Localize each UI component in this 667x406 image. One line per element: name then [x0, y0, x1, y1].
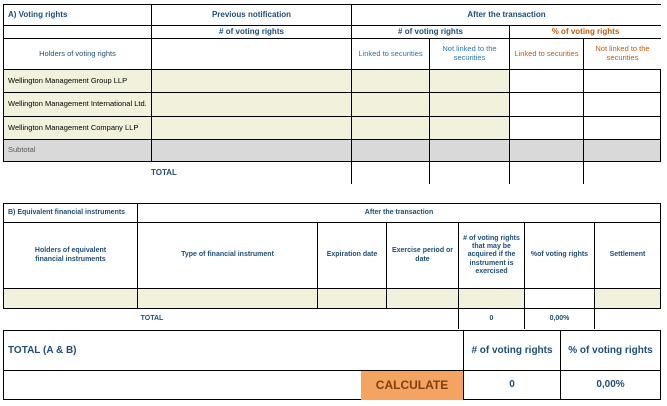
section-b-total-label: TOTAL — [140, 314, 164, 322]
subtotal-not-linked-pct-cell — [583, 140, 661, 162]
instrument-type-header: Type of financial instrument — [137, 223, 317, 289]
linked-pct-cell — [509, 70, 583, 93]
total-linked-pct-cell — [509, 162, 583, 184]
summary-pct-value: 0,00% — [560, 370, 661, 400]
expiration-date-input[interactable] — [317, 289, 386, 309]
not-linked-pct-cell — [583, 93, 661, 117]
subtotal-linked-cell — [351, 140, 429, 162]
section-b-total-num: 0 — [458, 309, 524, 329]
section-b-total-pct: 0,00% — [524, 309, 594, 329]
linked-securities-input[interactable] — [351, 70, 429, 93]
section-b-after-transaction-header: After the transaction — [137, 203, 661, 223]
linked-securities-pct-header: Linked to securities — [509, 39, 583, 70]
total-not-linked-pct-cell — [583, 162, 661, 184]
prev-num-voting-rights-header: # of voting rights — [151, 26, 351, 39]
equiv-holder-input[interactable] — [3, 289, 137, 309]
subtotal-prev-cell — [151, 140, 351, 162]
total-ab-label: TOTAL (A & B) — [3, 330, 463, 370]
not-linked-securities-input[interactable] — [429, 70, 509, 93]
linked-pct-cell — [509, 93, 583, 117]
not-linked-pct-cell — [583, 70, 661, 93]
not-linked-securities-input[interactable] — [429, 93, 509, 117]
equiv-holders-header: Holders of equivalent financial instruments — [3, 223, 137, 289]
acquirable-rights-header: # of voting rights that may be acquired if the instrument is exercised — [458, 223, 524, 289]
prev-voting-rights-input[interactable] — [151, 93, 351, 117]
subtotal-label: Subtotal — [3, 140, 151, 162]
not-linked-securities-pct-header: Not linked to the securities — [583, 39, 661, 70]
summary-table — [0, 330, 667, 406]
exercise-period-header: Exercise period or date — [386, 223, 458, 289]
summary-bottom-left — [3, 370, 361, 400]
prev-blank-header — [151, 39, 351, 70]
acquirable-rights-input[interactable] — [458, 289, 524, 309]
total-linked-cell — [351, 162, 429, 184]
summary-pct-label: % of voting rights — [560, 330, 661, 370]
section-b-total-blank — [594, 309, 661, 329]
exercise-period-input[interactable] — [386, 289, 458, 309]
holder-row-label: Wellington Management Group LLP — [3, 70, 151, 93]
after-pct-voting-rights-header: % of voting rights — [509, 26, 661, 39]
section-a-table — [0, 0, 667, 186]
holder-row-label: Wellington Management Company LLP — [3, 117, 151, 140]
instrument-type-input[interactable] — [137, 289, 317, 309]
section-b-table — [0, 200, 667, 330]
linked-pct-cell — [509, 117, 583, 140]
summary-num-value: 0 — [463, 370, 560, 400]
prev-voting-rights-input[interactable] — [151, 70, 351, 93]
prev-voting-rights-input[interactable] — [151, 117, 351, 140]
holders-header: Holders of voting rights — [3, 39, 151, 70]
subtotal-linked-pct-cell — [509, 140, 583, 162]
settlement-header: Settlement — [594, 223, 661, 289]
not-linked-securities-input[interactable] — [429, 117, 509, 140]
linked-securities-header: Linked to securities — [351, 39, 429, 70]
section-a-total-label: TOTAL — [151, 168, 177, 178]
after-num-voting-rights-header: # of voting rights — [351, 26, 509, 39]
not-linked-pct-cell — [583, 117, 661, 140]
section-b-title: B) Equivalent financial instruments — [3, 203, 137, 223]
section-a-title: A) Voting rights — [3, 4, 151, 26]
blank-header-cell — [3, 26, 151, 39]
after-transaction-header: After the transaction — [351, 4, 661, 26]
summary-num-label: # of voting rights — [463, 330, 560, 370]
holder-row-label: Wellington Management International Ltd. — [3, 93, 151, 117]
subtotal-not-linked-cell — [429, 140, 509, 162]
settlement-input[interactable] — [594, 289, 661, 309]
pct-voting-rights-header: %of voting rights — [524, 223, 594, 289]
expiration-date-header: Expiration date — [317, 223, 386, 289]
previous-notification-header: Previous notification — [151, 4, 351, 26]
total-not-linked-cell — [429, 162, 509, 184]
linked-securities-input[interactable] — [351, 93, 429, 117]
pct-voting-rights-cell — [524, 289, 594, 309]
linked-securities-input[interactable] — [351, 117, 429, 140]
calculate-button[interactable]: CALCULATE — [361, 371, 463, 400]
not-linked-securities-header: Not linked to the securities — [429, 39, 509, 70]
